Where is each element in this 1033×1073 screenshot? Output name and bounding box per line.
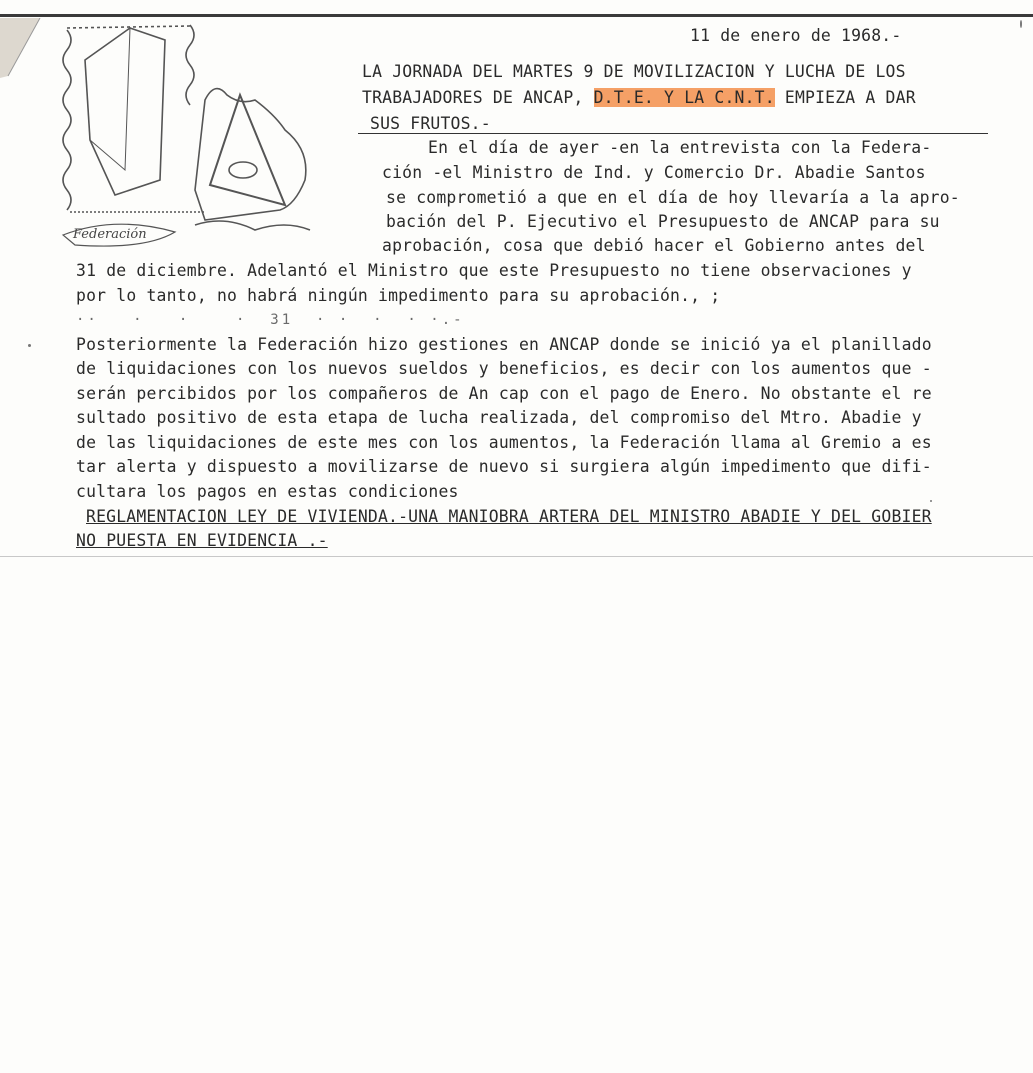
paragraph-1-line-5: aprobación, cosa que debió hacer el Gobierno antes del	[382, 236, 926, 255]
top-border-line	[0, 14, 1033, 17]
highlighted-text: D.T.E. Y LA C.N.T.	[593, 88, 775, 107]
subheading-line-1: REGLAMENTACION LEY DE VIVIENDA.-UNA MANIOBRA ARTERA DEL MINISTRO ABADIE Y DEL GOBIER	[86, 507, 932, 526]
logo-signature: Federación	[73, 227, 147, 242]
paragraph-1-line-1: En el día de ayer -en la entrevista con la Federa-	[428, 138, 932, 157]
subheading-line-2: NO PUESTA EN EVIDENCIA .-	[76, 531, 328, 550]
union-logo-drawing	[55, 20, 330, 250]
paragraph-1-line-4: bación del P. Ejecutivo el Presupuesto de ANCAP para su	[386, 212, 940, 231]
ink-speck	[1020, 20, 1022, 28]
paragraph-2-line-3: serán percibidos por los compañeros de An cap con el pago de Enero. No obstante el re	[76, 384, 932, 403]
headline-line-2-start: TRABAJADORES DE ANCAP,	[362, 88, 594, 107]
paragraph-1-line-7: por lo tanto, no habrá ningún impedimento para su aprobación., ;	[76, 286, 721, 305]
paragraph-2-line-2: de liquidaciones con los nuevos sueldos y beneficios, es decir con los aumentos que -	[76, 359, 932, 378]
ink-speck	[28, 344, 31, 347]
paragraph-2-line-7: cultara los pagos en estas condiciones	[76, 482, 459, 501]
headline-line-2	[362, 88, 916, 108]
fold-line	[0, 556, 1033, 557]
headline-line-2-end: EMPIEZA A DAR	[774, 88, 916, 107]
paragraph-2-line-5: de las liquidaciones de este mes con los aumentos, la Federación llama al Gremio a es	[76, 433, 932, 452]
paragraph-2-line-4: sultado positivo de esta etapa de lucha realizada, del compromiso del Mtro. Abadie y	[76, 408, 922, 427]
headline-line-1: LA JORNADA DEL MARTES 9 DE MOVILIZACION Y LUCHA DE LOS	[362, 62, 906, 81]
headline-underline	[358, 133, 988, 134]
document-date: 11 de enero de 1968.-	[690, 26, 902, 45]
ink-speck	[930, 500, 932, 502]
paragraph-1-line-2: ción -el Ministro de Ind. y Comercio Dr. Abadie Santos	[382, 163, 926, 182]
headline-line-3: SUS FRUTOS.-	[370, 114, 491, 133]
paragraph-2-line-6: tar alerta y dispuesto a movilizarse de nuevo si surgiera algún impedimento que difi-	[76, 457, 932, 476]
paragraph-2-line-1: Posteriormente la Federación hizo gestiones en ANCAP donde se inició ya el planillado	[76, 335, 932, 354]
smudged-line: ·· · · · 31 · · · · ·.-	[76, 312, 465, 328]
paragraph-1-line-3: se comprometió a que en el día de hoy llevaría a la apro-	[386, 188, 960, 207]
folded-corner	[0, 18, 48, 78]
paragraph-1-line-6: 31 de diciembre. Adelantó el Ministro que este Presupuesto no tiene observaciones y	[76, 261, 912, 280]
